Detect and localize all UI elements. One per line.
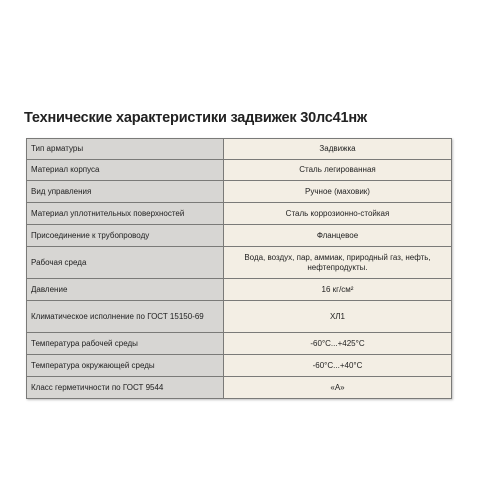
- row-key: Тип арматуры: [27, 139, 224, 160]
- row-value: «А»: [224, 377, 452, 399]
- table-row: [27, 377, 452, 399]
- row-value: ХЛ1: [224, 301, 452, 333]
- row-key: Рабочая среда: [27, 247, 224, 279]
- row-key: Давление: [27, 279, 224, 301]
- table-row: [27, 139, 452, 160]
- table-row: [27, 279, 452, 301]
- table-row: [27, 301, 452, 333]
- page-title: Технические характеристики задвижек 30лс41нж: [24, 110, 368, 126]
- row-value: Вода, воздух, пар, аммиак, природный газ, нефть, нефтепродукты.: [224, 247, 452, 279]
- row-key: Вид управления: [27, 181, 224, 203]
- row-value: Сталь легированная: [224, 160, 452, 181]
- row-value: Сталь коррозионно-стойкая: [224, 203, 452, 225]
- row-key: Материал корпуса: [27, 160, 224, 181]
- row-value: Фланцевое: [224, 225, 452, 247]
- table-row: [27, 355, 452, 377]
- table-row: [27, 181, 452, 203]
- specifications-table: [26, 138, 452, 399]
- row-key: Присоединение к трубопроводу: [27, 225, 224, 247]
- row-value: -60°С...+40°С: [224, 355, 452, 377]
- table-row: [27, 160, 452, 181]
- row-key: Климатическое исполнение по ГОСТ 15150-69: [27, 301, 224, 333]
- row-key: Класс герметичности по ГОСТ 9544: [27, 377, 224, 399]
- row-key: Материал уплотнительных поверхностей: [27, 203, 224, 225]
- table-row: [27, 247, 452, 279]
- row-value: -60°С...+425°С: [224, 333, 452, 355]
- table-row: [27, 333, 452, 355]
- row-key: Температура рабочей среды: [27, 333, 224, 355]
- table-row: [27, 203, 452, 225]
- row-key: Температура окружающей среды: [27, 355, 224, 377]
- row-value: 16 кг/см²: [224, 279, 452, 301]
- row-value: Ручное (маховик): [224, 181, 452, 203]
- table-row: [27, 225, 452, 247]
- row-value: Задвижка: [224, 139, 452, 160]
